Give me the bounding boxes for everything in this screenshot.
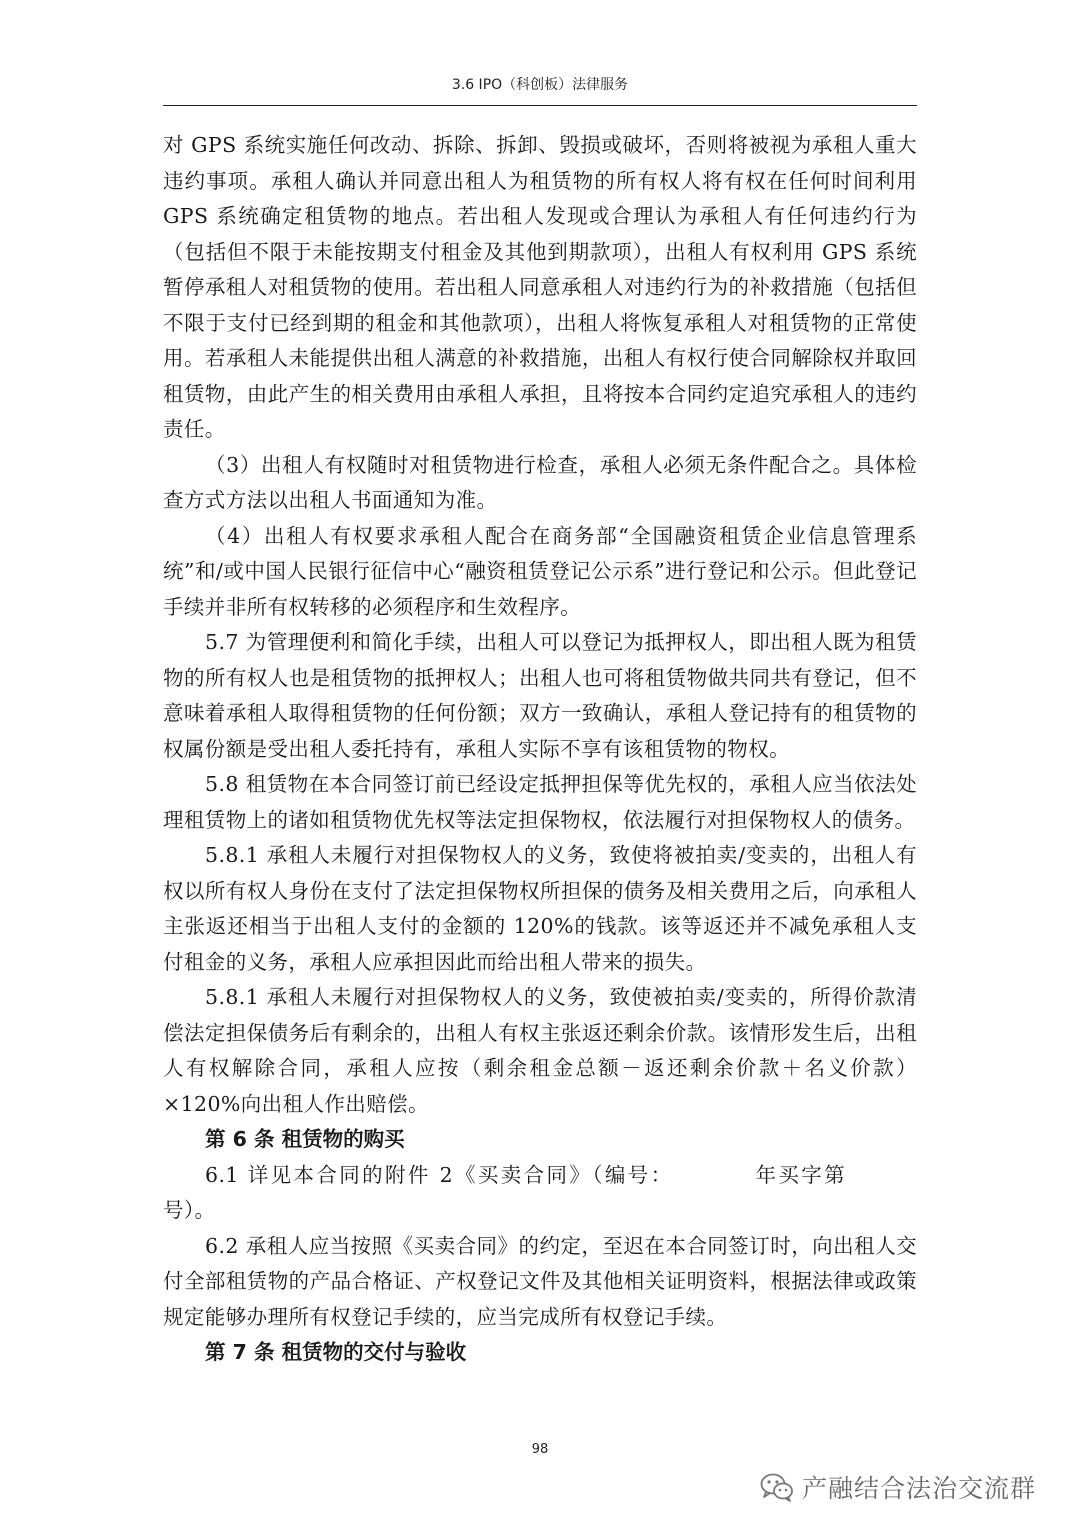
- paragraph-6-1: [163, 1158, 917, 1229]
- paragraph-6-1-part-b: 年买字第: [753, 1162, 847, 1187]
- paragraph-5-7: 5.7 为管理便利和简化手续，出租人可以登记为抵押权人，即出租人既为租赁物的所有权人也是租赁物的抵押权人；出租人也可将租赁物做共同共有登记，但不意味着承租人取得租赁物的任何份额；双方一致确认，承租人登记持有的租赁物的权属份额是受出租人委托持有，承租人实际不享有该租赁物的物权。: [163, 630, 917, 761]
- paragraph-6-2: 6.2 承租人应当按照《买卖合同》的约定，至迟在本合同签订时，向出租人交付全部租赁物的产品合格证、产权登记文件及其他相关证明资料，根据法律或政策规定能够办理所有权登记手续的，应当完成所有权登记手续。: [163, 1233, 917, 1329]
- paragraph-6-1-part-a: 6.1 详见本合同的附件 2《买卖合同》（编号：: [205, 1162, 674, 1187]
- paragraph-gps-clause: 对 GPS 系统实施任何改动、拆除、拆卸、毁损或破坏，否则将被视为承租人重大违约事项。承租人确认并同意出租人为租赁物的所有权人将有权在任何时间利用 GPS 系统确定租赁物的地点。若出租人发现或合理认为承租人有任何违约行为（包括但不限于未能按期支付租金及其他到期款项），出租人有权利用 GPS 系统暂停承租人对租赁物的使用。若出租人同意承租人对违约行为的补救措施（包括但不限于支付已经到期的租金和其他款项），出租人将恢复承租人对租赁物的正常使用。若承租人未能提供出租人满意的补救措施，出租人有权行使合同解除权并取回租赁物，由此产生的相关费用由承租人承担，且将按本合同约定追究承租人的违约责任。: [163, 133, 917, 441]
- page-header-title: 3.6 IPO（科创板）法律服务: [451, 77, 629, 93]
- section-heading-article-6: 第 6 条 租赁物的购买: [205, 1127, 405, 1151]
- paragraph-registration: （4）出租人有权要求承租人配合在商务部“全国融资租赁企业信息管理系统”和/或中国人民银行征信中心“融资租赁登记公示系”进行登记和公示。但此登记手续并非所有权转移的必须程序和生效程序。: [163, 523, 917, 619]
- paragraph-6-1-part-c: 号）。: [163, 1198, 216, 1222]
- paragraph-inspection: （3）出租人有权随时对租赁物进行检查，承租人必须无条件配合之。具体检查方式方法以出租人书面通知为准。: [163, 452, 917, 512]
- section-heading-article-7: 第 7 条 租赁物的交付与验收: [205, 1340, 467, 1364]
- document-body: [163, 128, 917, 1371]
- paragraph-5-8-1-a: 5.8.1 承租人未履行对担保物权人的义务，致使将被拍卖/变卖的，出租人有权以所有权人身份在支付了法定担保物权所担保的债务及相关费用之后，向承租人主张返还相当于出租人支付的金额的 120%的钱款。该等返还并不减免承租人支付租金的义务，承租人应承担因此而给出租人带来的损失。: [163, 843, 917, 974]
- wechat-icon: [760, 1472, 794, 1502]
- header-divider: [163, 105, 917, 106]
- paragraph-5-8: 5.8 租赁物在本合同签订前已经设定抵押担保等优先权的，承租人应当依法处理租赁物上的诸如租赁物优先权等法定担保物权，依法履行对担保物权人的债务。: [163, 772, 917, 832]
- watermark-text: 产融结合法治交流群: [802, 1474, 1037, 1503]
- wechat-watermark: [760, 1465, 1036, 1509]
- page-number: 98: [531, 1442, 549, 1457]
- paragraph-5-8-1-b: 5.8.1 承租人未履行对担保物权人的义务，致使被拍卖/变卖的，所得价款清偿法定担保债务后有剩余的，出租人有权主张返还剩余价款。该情形发生后，出租人有权解除合同，承租人应按（剩余租金总额－返还剩余价款＋名义价款）×120%向出租人作出赔偿。: [163, 985, 917, 1116]
